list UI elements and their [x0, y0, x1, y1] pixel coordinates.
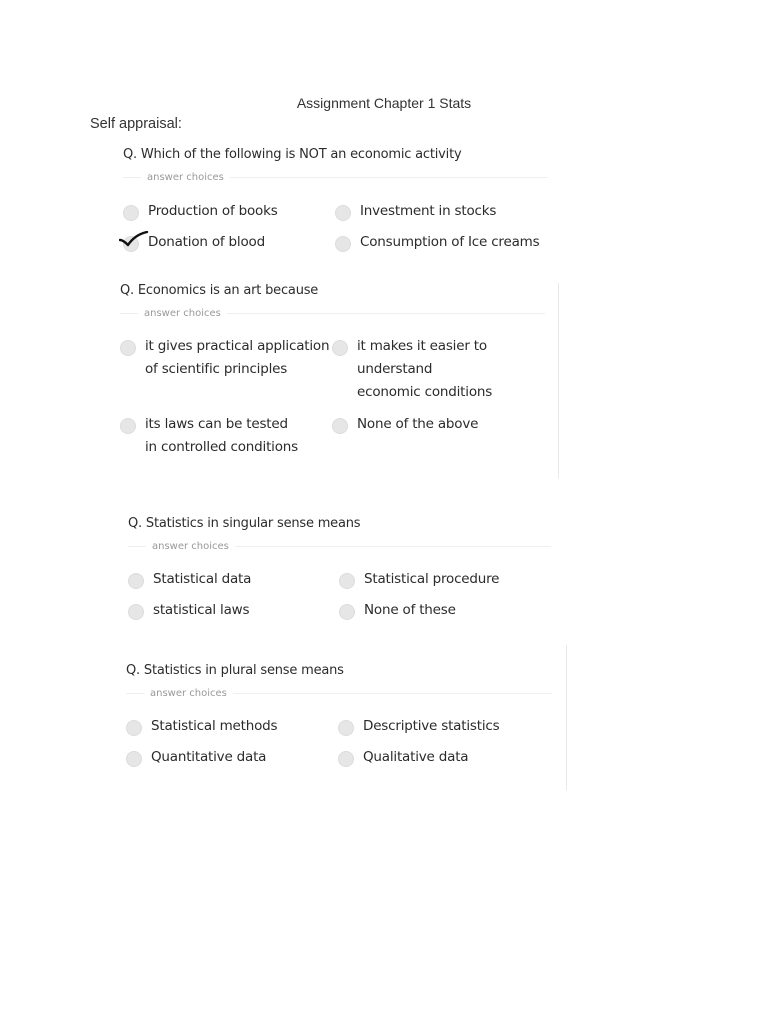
question-card-4 — [126, 663, 552, 775]
option-4[interactable] — [338, 750, 468, 769]
divider-line — [227, 313, 545, 314]
question-text: Q. Economics is an art because — [120, 283, 319, 298]
question-card-3 — [128, 516, 551, 628]
answer-choices-label: answer choices — [144, 308, 221, 319]
question-card-2 — [120, 283, 545, 478]
divider-line — [123, 177, 141, 178]
answer-choices-divider — [123, 172, 548, 183]
option-2[interactable] — [332, 339, 502, 404]
option-4[interactable] — [335, 235, 539, 254]
document-title-text: Assignment Chapter 1 Stats — [296, 95, 472, 111]
answer-choices-divider — [120, 308, 545, 319]
option-1[interactable] — [128, 572, 251, 591]
radio-button[interactable] — [335, 236, 351, 252]
option-label: None of the above — [357, 416, 479, 432]
self-appraisal-label: Self appraisal: — [90, 116, 182, 132]
option-label: it gives practical application of scientific principles — [145, 338, 330, 377]
card-border — [566, 645, 567, 790]
radio-button[interactable] — [332, 418, 348, 434]
option-3[interactable] — [120, 417, 300, 459]
divider-line — [126, 693, 144, 694]
document-title — [0, 95, 768, 111]
option-2[interactable] — [335, 204, 496, 223]
option-4[interactable] — [339, 603, 456, 622]
answer-choices-divider — [126, 688, 552, 699]
divider-line — [128, 546, 146, 547]
option-2[interactable] — [339, 572, 499, 591]
option-label: its laws can be tested in controlled conditions — [145, 416, 298, 455]
option-label: Consumption of Ice creams — [360, 234, 540, 250]
radio-button[interactable] — [123, 236, 139, 252]
card-border — [558, 283, 559, 478]
option-3[interactable] — [126, 750, 266, 769]
option-1[interactable] — [120, 339, 330, 381]
radio-button[interactable] — [126, 751, 142, 767]
answer-choices-label: answer choices — [152, 541, 229, 552]
option-label: Donation of blood — [148, 234, 265, 250]
question-text: Q. Statistics in plural sense means — [126, 663, 344, 678]
divider-line — [233, 693, 552, 694]
option-label: Quantitative data — [151, 749, 267, 765]
radio-button[interactable] — [123, 205, 139, 221]
answer-choices-divider — [128, 541, 551, 552]
radio-button[interactable] — [120, 340, 136, 356]
question-text: Q. Statistics in singular sense means — [128, 516, 361, 531]
divider-line — [120, 313, 138, 314]
option-label: Statistical methods — [151, 718, 278, 734]
handwritten-checkmark-icon — [119, 231, 149, 247]
divider-line — [235, 546, 551, 547]
option-label: Descriptive statistics — [363, 718, 500, 734]
option-1[interactable] — [126, 719, 277, 738]
question-text: Q. Which of the following is NOT an economic activity — [123, 147, 462, 162]
answer-choices-label: answer choices — [147, 172, 224, 183]
radio-button[interactable] — [338, 751, 354, 767]
divider-line — [230, 177, 548, 178]
option-label: Statistical data — [153, 571, 252, 587]
radio-button[interactable] — [128, 604, 144, 620]
radio-button[interactable] — [332, 340, 348, 356]
radio-button[interactable] — [339, 573, 355, 589]
option-4[interactable] — [332, 417, 478, 436]
radio-button[interactable] — [335, 205, 351, 221]
option-label: Statistical procedure — [364, 571, 500, 587]
radio-button[interactable] — [120, 418, 136, 434]
option-label: Production of books — [148, 203, 278, 219]
radio-button[interactable] — [338, 720, 354, 736]
radio-button[interactable] — [339, 604, 355, 620]
question-card-1 — [123, 147, 548, 267]
option-3-checked[interactable] — [123, 235, 265, 254]
option-1[interactable] — [123, 204, 278, 223]
option-3[interactable] — [128, 603, 249, 622]
answer-choices-label: answer choices — [150, 688, 227, 699]
option-label: None of these — [364, 602, 456, 618]
option-label: it makes it easier to understand economic conditions — [357, 338, 493, 400]
option-2[interactable] — [338, 719, 499, 738]
option-label: statistical laws — [153, 602, 250, 618]
option-label: Investment in stocks — [360, 203, 497, 219]
option-label: Qualitative data — [363, 749, 469, 765]
radio-button[interactable] — [126, 720, 142, 736]
radio-button[interactable] — [128, 573, 144, 589]
